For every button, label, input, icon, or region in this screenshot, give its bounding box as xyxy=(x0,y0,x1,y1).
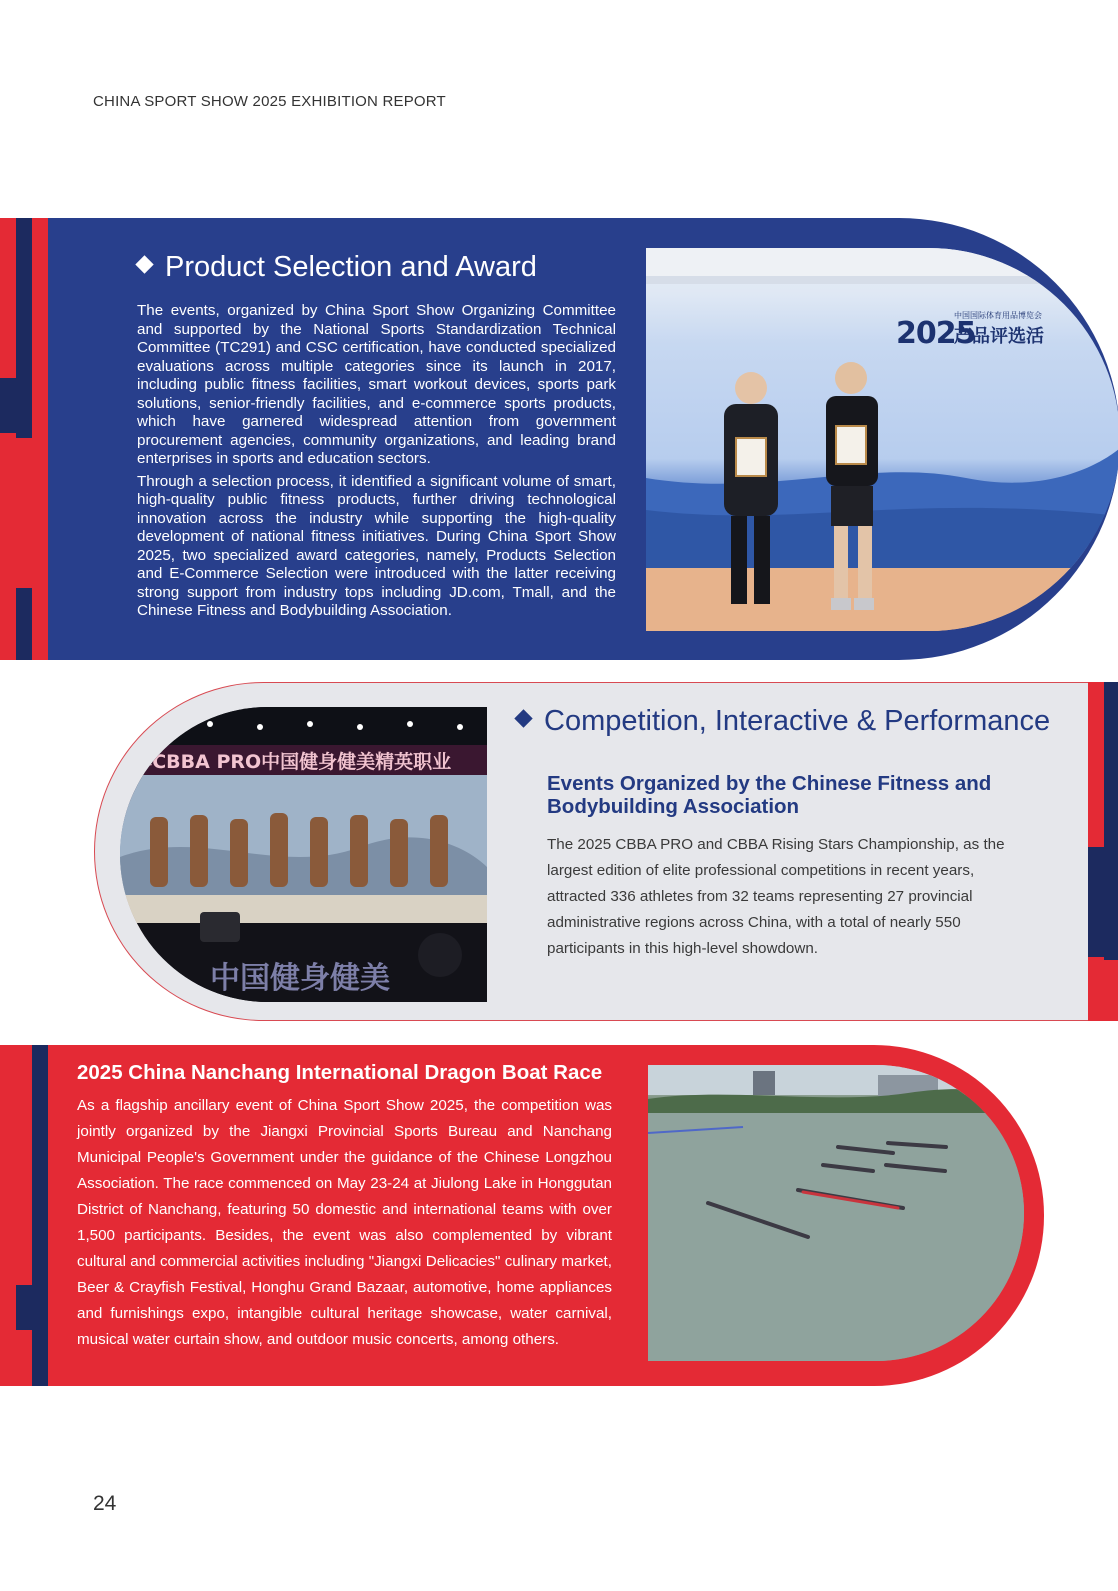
bodybuilding-competition-photo xyxy=(120,707,487,1002)
award-ceremony-photo xyxy=(646,248,1118,631)
backdrop-title-text: 产品评选活 xyxy=(954,326,1044,347)
decorative-stripes-right xyxy=(1088,682,1118,1021)
competition-body: The 2025 CBBA PRO and CBBA Rising Stars Championship, as the largest edition of elite professional competitions in recent years, attracted 336 athletes from 32 teams representing 27 provincial administrative regions across China, with a total of nearly 550 participants in this high-level showdown. xyxy=(547,836,1005,957)
competition-section xyxy=(94,682,1118,1021)
backdrop-small-text: 中国国际体育用品博览会 xyxy=(954,311,1042,320)
diamond-bullet-icon xyxy=(135,255,153,273)
dragon-boat-race-photo xyxy=(648,1065,1024,1361)
paragraph: The events, organized by China Sport Show Organizing Committee and supported by the National Sports Standardization Technical Committee (TC291) and CSC certification, have conducted specialized evaluations across multiple categories since its launch in 2017, including public fitness facilities, smart workout devices, sports park solutions, senior-friendly facilities, and e-commerce sports products, which have garnered widespread attention from government procurement agencies, community organizations, and leading brand enterprises in sports and education sectors. xyxy=(137,302,616,467)
product-selection-body xyxy=(137,302,616,621)
photo-front-text: 中国健身健美 xyxy=(210,961,390,996)
dragon-boat-body: As a flagship ancillary event of China Sport Show 2025, the competition was jointly organized by the Jiangxi Provincial Sports Bureau and Nanchang Municipal People's Government under the guidance of the Chinese Longzhou Association. The race commenced on May 23-24 at Jiulong Lake in Honggutan District of Nanchang, featuring 50 domestic and international teams with over 1,500 participants. Besides, the event was also complemented by vibrant cultural and commercial activities including "Jiangxi Delicacies" culinary market, Beer & Crayfish Festival, Honghu Grand Bazaar, automotive, home appliances and furnishings expo, intangible cultural heritage showcase, water carnival, musical water curtain show, and outdoor music concerts, among others. xyxy=(77,1097,612,1348)
diamond-bullet-icon xyxy=(514,709,532,727)
dragon-boat-section xyxy=(0,1045,1044,1386)
product-selection-section xyxy=(0,218,1118,660)
page-number: 24 xyxy=(93,1492,117,1515)
report-header-title: CHINA SPORT SHOW 2025 EXHIBITION REPORT xyxy=(93,93,446,110)
section-title-dragon-boat: 2025 China Nanchang International Dragon Boat Race xyxy=(77,1061,603,1084)
decorative-stripes-left xyxy=(0,218,48,660)
paragraph: Through a selection process, it identified a significant volume of smart, high-quality public fitness products, further driving technological innovation across the industry while supporting the high-quality development of national fitness initiatives. During China Sport Show 2025, two specialized award categories, namely, Products Selection and E-Commerce Selection were introduced with the latter receiving strong support from industry tops including JD.com, Tmall, and the Chinese Fitness and Bodybuilding Association. xyxy=(137,472,616,619)
backdrop-year-text: 2025 xyxy=(896,316,976,351)
decorative-stripes-left xyxy=(0,1045,48,1386)
section-title-competition: Competition, Interactive & Performance xyxy=(517,705,1050,738)
competition-subtitle: Events Organized by the Chinese Fitness and Bodybuilding Association xyxy=(547,772,992,818)
section-title-product-selection: Product Selection and Award xyxy=(138,251,537,284)
photo-banner-text: 5年CBBA PRO中国健身健美精英职业 xyxy=(120,751,452,773)
